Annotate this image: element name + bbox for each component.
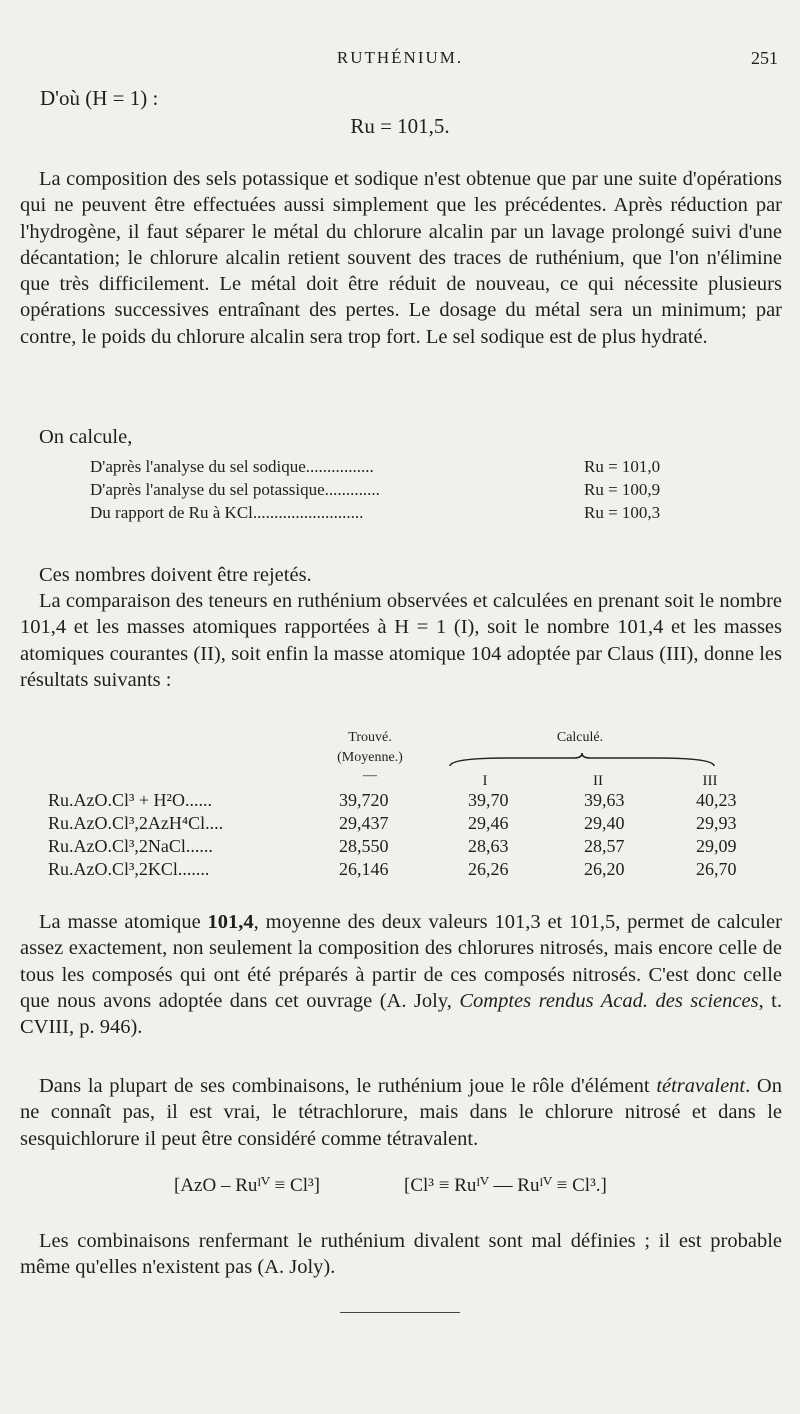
paragraph-composition: La composition des sels potassique et sodique n'est obtenue que par une suite d'opérations qui ne peuvent être effectuées aussi simplement que les précédentes. Après réduction par l'hydrogène, il faut séparer le métal du chlorure alcalin par un lavage prolongé suivi d'une décantation; le chlorure alcalin retient souvent des traces de ruthénium, que l'on n'élimine que très difficilement. Le métal doit être réduit de nouveau, ce qui nécessite plusieurs opérations successives entraînant des pertes. Le dosage du métal sera un minimum; par contre, le poids du chlorure alcalin sera trop fort. Le sel sodique est de plus hydraté. [20,168,782,348]
row-calc-ii: 26,20 [584,859,625,879]
calc-value: Ru = 100,3 [584,503,661,522]
row-calc-ii: 39,63 [584,790,625,810]
table-header-col-i: I [482,773,488,789]
calc-value: Ru = 101,0 [584,457,661,476]
table-row [48,858,768,881]
calc-row-kcl [90,501,715,524]
italic-term: tétravalent [656,1075,746,1097]
calc-row-sodique [90,455,715,478]
paragraph-masse-atomique [20,909,782,1040]
row-calc-ii: 29,40 [584,813,625,833]
row-calc-i: 26,26 [468,859,509,879]
table-header-dash: — [363,768,377,783]
calc-value: Ru = 100,9 [584,480,661,499]
calc-label: Du rapport de Ru à KCl.......................... [90,503,364,522]
table-header-col-iii: III [702,773,718,789]
text-run: . On ne connaît pas, il est vrai, le tétrachlorure, mais dans le chlorure nitrosé et dans le sesquichlorure il peut être considéré comme tétravalent. [20,1075,782,1150]
row-calc-iii: 40,23 [696,790,737,810]
row-formula: Ru.AzO.Cl³,2KCl....... [48,859,210,879]
calc-row-potassique [90,478,715,501]
bold-value: 101,4 [207,911,254,933]
table-header-calcule: Calculé. [556,730,604,745]
formula-sesquichloride: [Cl³ ≡ Ruᴵⱽ — Ruᴵⱽ ≡ Cl³.] [404,1175,607,1196]
text-run: , moyenne des deux valeurs 101,3 et 101,5, permet de calculer assez exactement, non seulement la composition des chlorures nitrosés, mais encore celle de tous les composés qui ont été préparés à partir de ces composés nitrosés. C'est donc celle que nous avons adoptée dans cet ouvrage (A. Joly, [20,911,782,1012]
table-header-moyenne: (Moyenne.) [337,750,403,765]
text-run: La masse atomique [39,911,208,933]
calcule-brace [448,752,716,770]
calc-label: D'après l'analyse du sel sodique................ [90,457,374,476]
paragraph-comparaison: La comparaison des teneurs en ruthénium observées et calculées en prenant soit le nombre 101,4 et les masses atomiques rapportées à H = 1 (I), soit le nombre 101,4 et les masses atomiques courantes (II), soit enfin la masse atomique 104 adoptée par Claus (III), donne les résultats suivants : [20,590,782,691]
row-trouve: 28,550 [339,836,389,856]
row-calc-iii: 26,70 [696,859,737,879]
row-formula: Ru.AzO.Cl³ + H²O...... [48,790,212,810]
on-calcule: On calcule, [39,426,133,448]
formula-nitrosyl: [AzO – Ruᴵⱽ ≡ Cl³] [174,1175,320,1196]
journal-title: Comptes rendus Acad. des sciences [459,989,759,1012]
calc-label: D'après l'analyse du sel potassique............. [90,480,380,499]
paragraph-tetravalent [20,1073,782,1152]
paragraph-divalent: Les combinaisons renfermant le ruthénium divalent sont mal définies ; il est probable même qu'elles n'existent pas (A. Joly). [20,1230,782,1279]
end-rule [340,1312,460,1313]
row-calc-iii: 29,93 [696,813,737,833]
row-formula: Ru.AzO.Cl³,2NaCl...... [48,836,213,856]
ru-value: Ru = 101,5. [350,114,450,138]
row-calc-i: 29,46 [468,813,509,833]
text-run: , t. CVIII, p. 946). [20,989,782,1039]
text-run: Dans la plupart de ses combinaisons, le ruthénium joue le rôle d'élément [39,1075,657,1097]
row-calc-i: 39,70 [468,790,509,810]
row-trouve: 39,720 [339,790,389,810]
running-header: RUTHÉNIUM. [336,48,464,67]
row-calc-ii: 28,57 [584,836,625,856]
table-header-col-ii: II [593,773,603,789]
paragraph-rejet: Ces nombres doivent être rejetés. [39,564,312,586]
table-row [48,812,768,835]
row-trouve: 26,146 [339,859,389,879]
row-formula: Ru.AzO.Cl³,2AzH⁴Cl.... [48,813,224,833]
row-calc-i: 28,63 [468,836,509,856]
row-calc-iii: 29,09 [696,836,737,856]
table-row [48,789,768,812]
intro-dou: D'où (H = 1) : [40,86,159,110]
row-trouve: 29,437 [339,813,389,833]
table-header-trouve: Trouvé. [348,730,392,745]
table-row [48,835,768,858]
page-number: 251 [751,48,778,68]
